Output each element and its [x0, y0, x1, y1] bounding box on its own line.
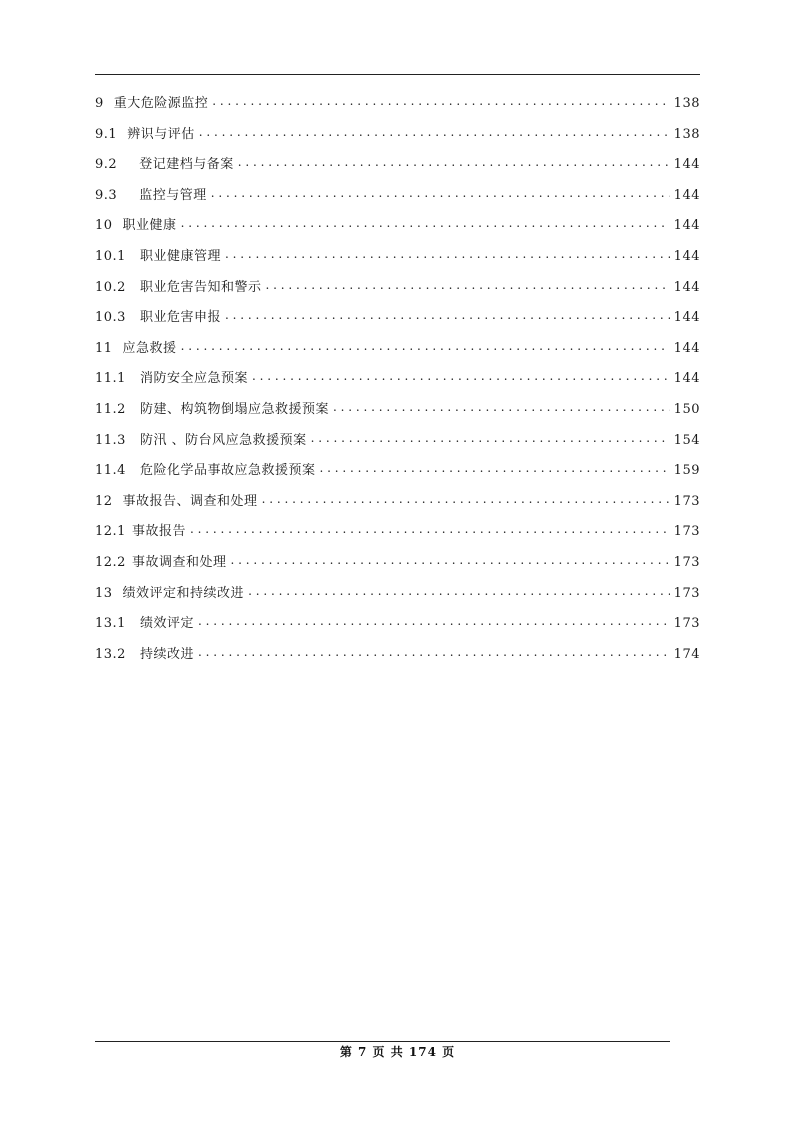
toc-entry[interactable] [95, 490, 700, 521]
toc-dot-leader [211, 186, 670, 199]
toc-entry-page: 150 [673, 401, 700, 417]
toc-entry-number: 11.3 [95, 432, 126, 448]
toc-entry-number: 12.2 [95, 554, 126, 570]
toc-dot-leader [181, 216, 670, 229]
toc-dot-leader [199, 125, 670, 138]
toc-entry-page: 144 [673, 187, 700, 203]
toc-entry-number: 13 [95, 585, 113, 601]
toc-dot-leader [319, 461, 669, 474]
toc-dot-leader [311, 431, 670, 444]
toc-entry-number: 12 [95, 493, 113, 509]
toc-entry-page: 173 [673, 524, 700, 540]
toc-entry-title: 持续改进 [139, 646, 194, 662]
toc-entry-title: 消防安全应急预案 [139, 371, 248, 387]
table-of-contents [95, 92, 700, 673]
toc-dot-leader [225, 247, 670, 260]
toc-entry-title: 事故调查和处理 [131, 554, 227, 570]
toc-entry-title: 登记建档与备案 [139, 157, 234, 173]
toc-dot-leader [198, 614, 670, 627]
toc-entry-page: 138 [673, 96, 700, 111]
toc-dot-leader [212, 94, 669, 107]
toc-dot-leader [198, 645, 670, 658]
toc-entry[interactable] [95, 582, 700, 613]
toc-entry-number: 9.1 [95, 126, 118, 142]
toc-entry-number: 9.2 [95, 157, 118, 173]
toc-entry-number: 10.2 [95, 279, 126, 295]
toc-entry[interactable] [95, 643, 700, 674]
toc-entry[interactable] [95, 398, 700, 429]
toc-entry-title: 危险化学品事故应急救援预案 [139, 463, 316, 479]
toc-entry-page: 144 [673, 371, 700, 387]
toc-entry-number: 9 [95, 96, 104, 111]
toc-entry-title: 监控与管理 [139, 187, 207, 203]
toc-dot-leader [230, 553, 669, 566]
toc-dot-leader [190, 522, 670, 535]
toc-entry-title: 防汛 、防台风应急救援预案 [139, 432, 307, 448]
toc-entry[interactable] [95, 337, 700, 368]
toc-entry[interactable] [95, 184, 700, 215]
toc-entry-title: 事故报告 [131, 524, 186, 540]
toc-entry-number: 11.4 [95, 463, 126, 479]
toc-entry-title: 辨识与评估 [127, 126, 195, 142]
toc-dot-leader [238, 155, 670, 168]
toc-entry-title: 职业危害申报 [139, 310, 221, 326]
toc-entry-number: 13.2 [95, 646, 126, 662]
toc-entry[interactable] [95, 153, 700, 184]
toc-entry[interactable] [95, 367, 700, 398]
toc-entry[interactable] [95, 520, 700, 551]
toc-entry-number: 11 [95, 340, 113, 356]
toc-entry-number: 10 [95, 218, 113, 234]
toc-entry-page: 144 [673, 218, 700, 234]
toc-entry[interactable] [95, 551, 700, 582]
toc-entry-page: 159 [673, 463, 700, 479]
toc-entry-page: 174 [673, 646, 700, 662]
toc-entry-page: 173 [673, 493, 700, 509]
toc-entry-title: 防建、构筑物倒塌应急救援预案 [139, 401, 329, 417]
toc-entry[interactable] [95, 429, 700, 460]
toc-dot-leader [225, 308, 670, 321]
toc-entry[interactable] [95, 245, 700, 276]
toc-entry-number: 10.3 [95, 310, 126, 326]
toc-entry-number: 13.1 [95, 616, 126, 632]
toc-dot-leader [248, 584, 670, 597]
toc-entry-title: 重大危险源监控 [113, 96, 209, 111]
toc-entry[interactable] [95, 276, 700, 307]
toc-dot-leader [252, 369, 670, 382]
footer-rule [95, 1041, 670, 1042]
toc-dot-leader [262, 492, 670, 505]
toc-entry-title: 事故报告、调查和处理 [122, 493, 258, 509]
toc-entry[interactable] [95, 214, 700, 245]
toc-entry-page: 154 [673, 432, 700, 448]
toc-entry-title: 应急救援 [122, 340, 177, 356]
header-rule [95, 74, 700, 75]
toc-entry[interactable] [95, 123, 700, 154]
toc-entry-page: 144 [673, 340, 700, 356]
toc-entry-title: 职业健康 [122, 218, 177, 234]
toc-entry-page: 173 [673, 616, 700, 632]
toc-entry[interactable] [95, 306, 700, 337]
toc-entry-page: 173 [673, 554, 700, 570]
toc-entry-title: 职业健康管理 [139, 248, 221, 264]
toc-entry-page: 144 [673, 279, 700, 295]
toc-entry[interactable] [95, 92, 700, 123]
toc-entry-number: 9.3 [95, 187, 118, 203]
toc-entry-page: 144 [673, 248, 700, 264]
toc-entry[interactable] [95, 459, 700, 490]
toc-entry-number: 12.1 [95, 524, 126, 540]
toc-entry-title: 绩效评定和持续改进 [122, 585, 245, 601]
toc-dot-leader [333, 400, 670, 413]
toc-entry-number: 11.1 [95, 371, 126, 387]
toc-entry-page: 138 [673, 126, 700, 142]
toc-entry[interactable] [95, 612, 700, 643]
page-footer: 第 7 页 共 174 页 [339, 1045, 456, 1059]
toc-entry-page: 144 [673, 157, 700, 173]
toc-dot-leader [265, 278, 669, 291]
toc-entry-title: 职业危害告知和警示 [139, 279, 262, 295]
toc-dot-leader [181, 339, 670, 352]
toc-entry-number: 11.2 [95, 401, 126, 417]
toc-entry-number: 10.1 [95, 248, 126, 264]
toc-entry-title: 绩效评定 [139, 616, 194, 632]
toc-entry-page: 144 [673, 310, 700, 326]
toc-entry-page: 173 [673, 585, 700, 601]
